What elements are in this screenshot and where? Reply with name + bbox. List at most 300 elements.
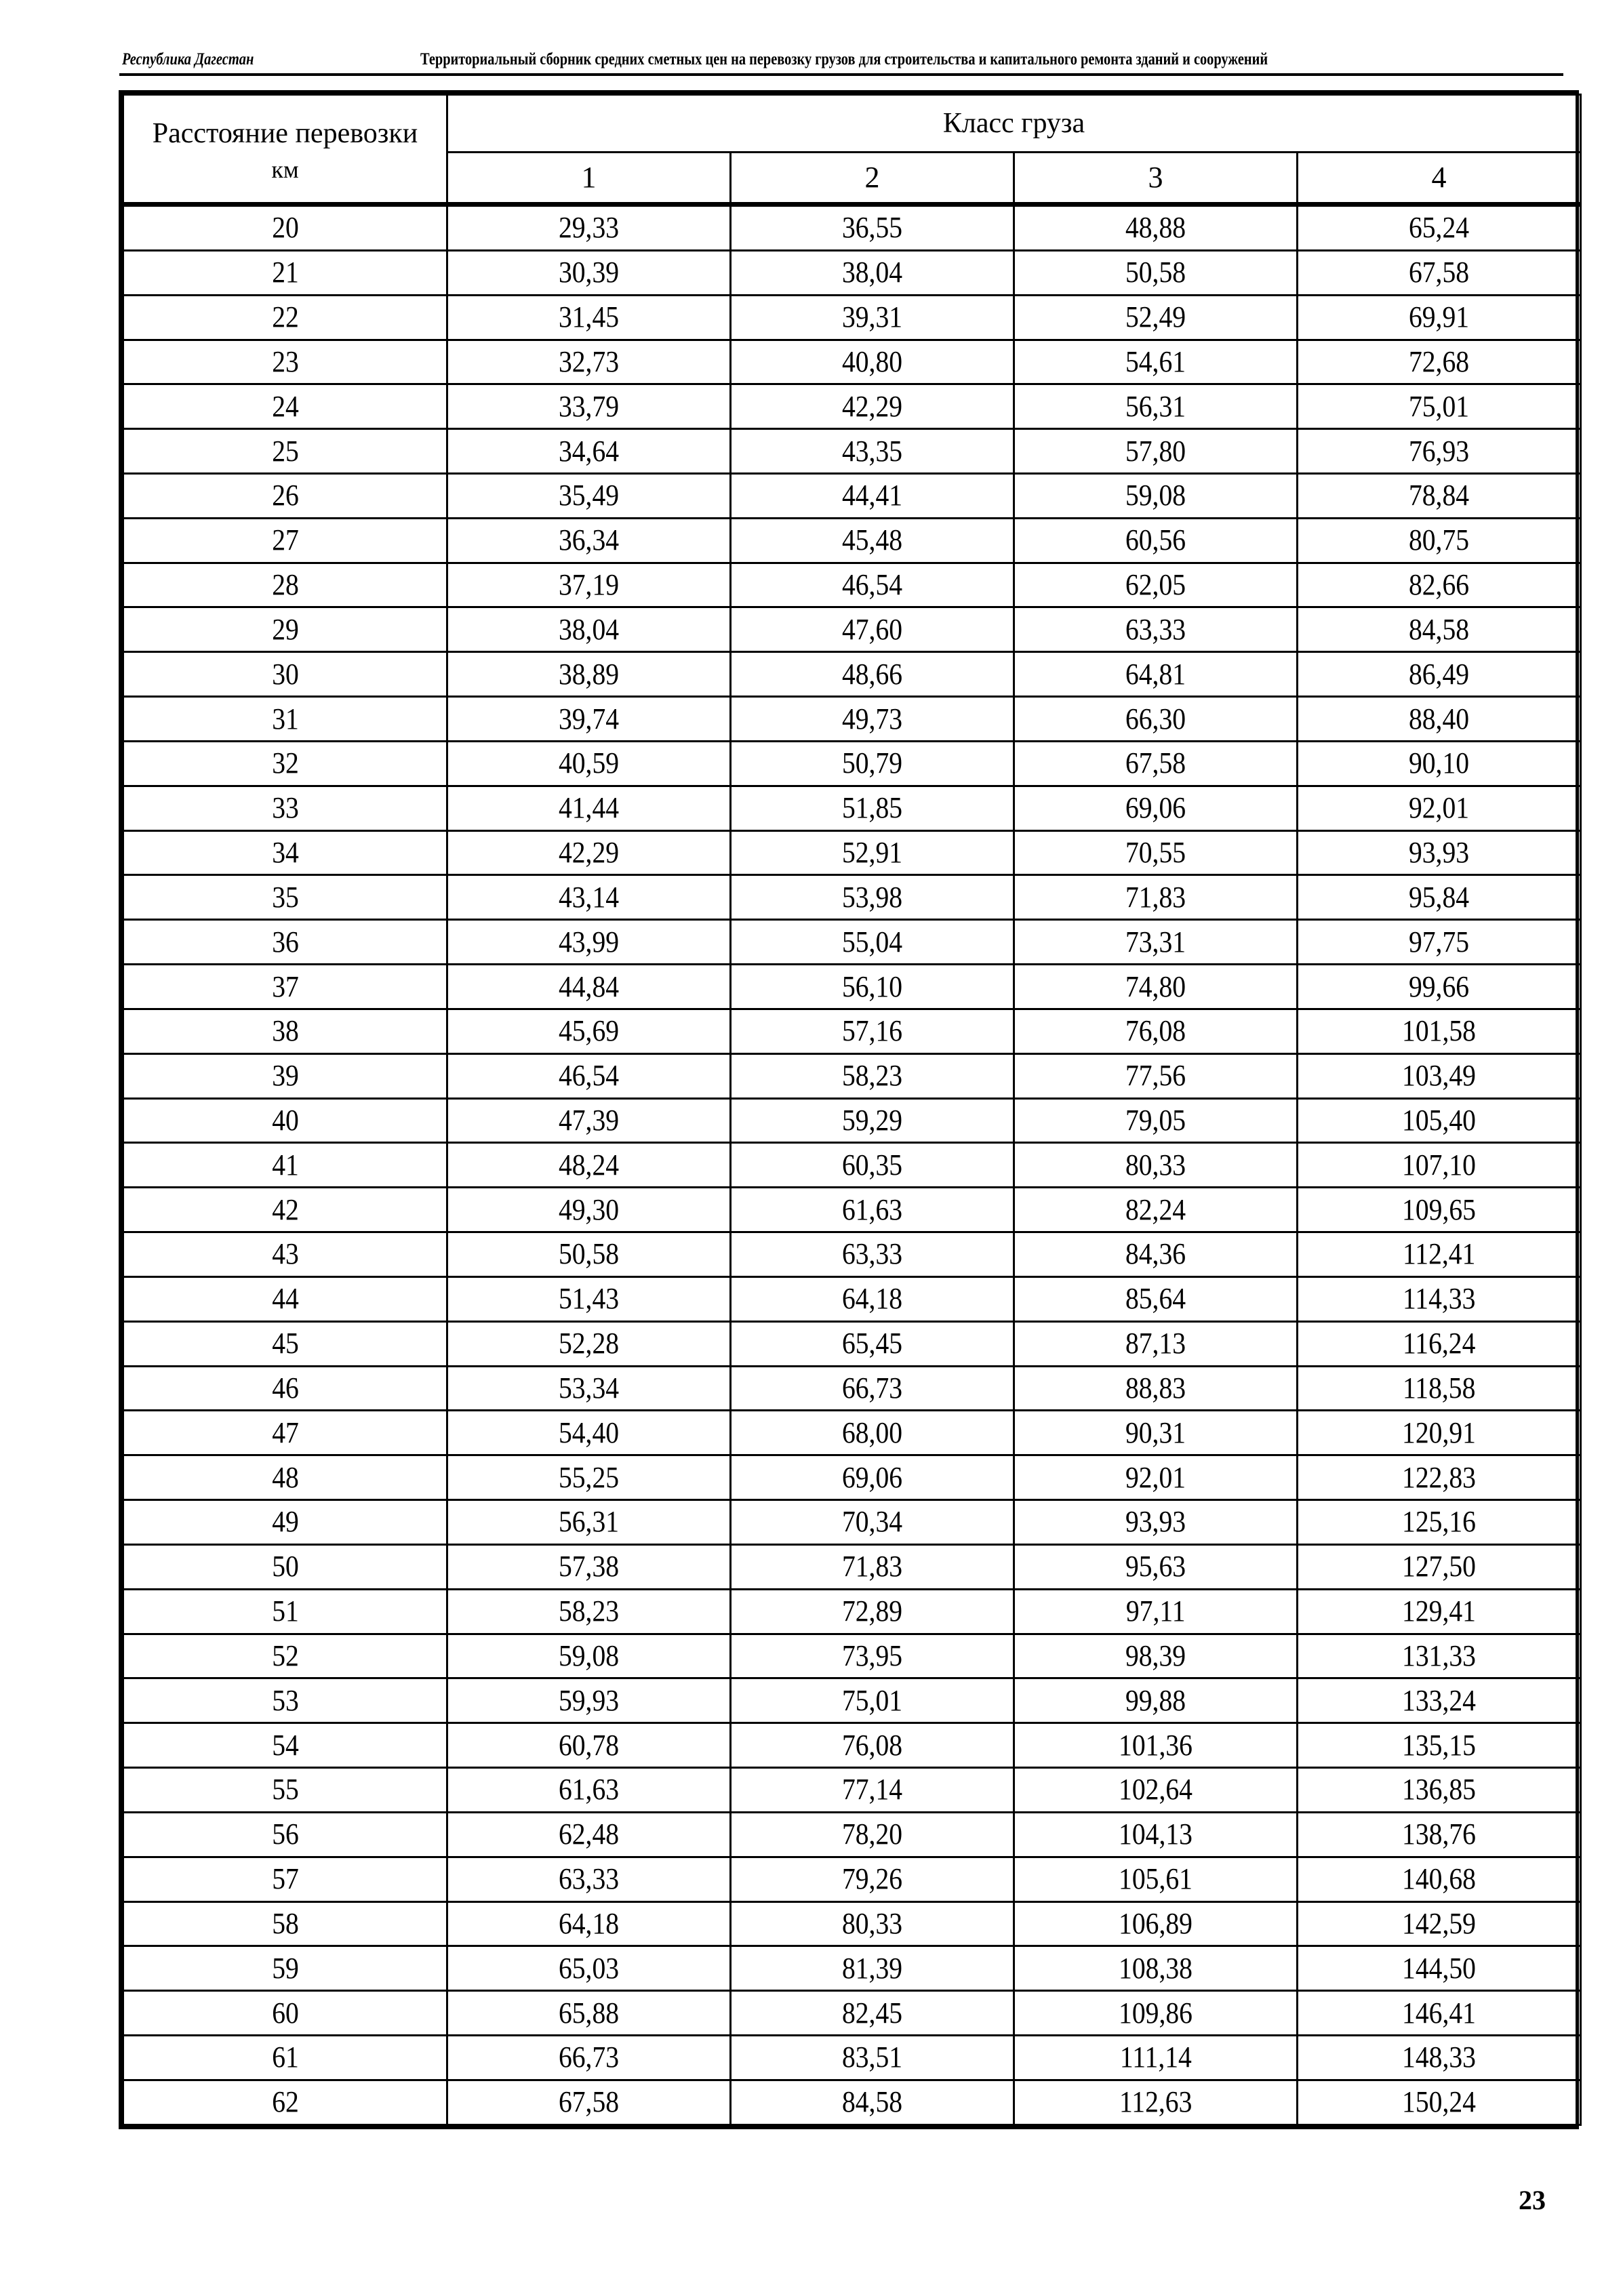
price-value: 50,79 <box>841 746 903 780</box>
price-cell <box>1298 1009 1581 1053</box>
table-row <box>123 474 1581 519</box>
price-cell <box>731 1634 1014 1678</box>
price-cell <box>731 1991 1014 2036</box>
price-cell <box>1014 1991 1298 2036</box>
price-cell <box>1298 1901 1581 1946</box>
price-cell <box>447 1723 731 1768</box>
price-cell <box>731 1366 1014 1411</box>
price-value: 29,33 <box>558 211 620 245</box>
price-cell <box>1014 295 1298 340</box>
price-value: 52,49 <box>1125 300 1186 334</box>
price-value: 112,41 <box>1402 1237 1476 1271</box>
price-value: 101,36 <box>1119 1728 1193 1762</box>
price-cell <box>1298 1544 1581 1589</box>
price-cell <box>1014 830 1298 875</box>
price-value: 61,63 <box>558 1773 620 1807</box>
price-value: 127,50 <box>1402 1550 1476 1584</box>
price-cell <box>731 1946 1014 1991</box>
table-row <box>123 205 1581 251</box>
price-value: 62,48 <box>558 1817 620 1851</box>
price-value: 105,61 <box>1119 1862 1193 1896</box>
price-cell <box>1014 1143 1298 1188</box>
distance-cell <box>123 2035 447 2080</box>
distance-value: 56 <box>271 1817 299 1851</box>
distance-cell <box>123 1411 447 1455</box>
price-value: 43,14 <box>558 880 620 914</box>
price-cell <box>1298 2080 1581 2124</box>
price-value: 47,39 <box>558 1104 620 1137</box>
price-cell <box>447 1455 731 1500</box>
table-row <box>123 830 1581 875</box>
distance-value: 53 <box>271 1683 299 1717</box>
price-value: 44,84 <box>558 969 620 1003</box>
header-collection-title: Территориальный сборник средних сметных цен на перевозку грузов для строительства и капитального ремонта зданий и сооружений <box>420 50 1268 68</box>
distance-value: 23 <box>271 344 299 378</box>
price-value: 64,81 <box>1125 657 1186 691</box>
price-cell <box>731 340 1014 384</box>
price-cell <box>731 474 1014 519</box>
price-cell <box>1014 1812 1298 1857</box>
price-value: 81,39 <box>841 1951 903 1985</box>
price-value: 30,39 <box>558 256 620 289</box>
price-value: 150,24 <box>1402 2085 1476 2119</box>
distance-value: 62 <box>271 2085 299 2119</box>
distance-cell <box>123 1366 447 1411</box>
price-value: 142,59 <box>1402 1906 1476 1940</box>
distance-value: 39 <box>271 1059 299 1093</box>
price-value: 56,31 <box>1125 389 1186 423</box>
distance-value: 57 <box>271 1862 299 1896</box>
table-row <box>123 1500 1581 1545</box>
price-value: 69,06 <box>1125 791 1186 825</box>
page-header <box>119 47 1563 76</box>
distance-cell <box>123 1812 447 1857</box>
price-cell <box>1298 1098 1581 1143</box>
distance-cell <box>123 518 447 563</box>
price-cell <box>447 697 731 742</box>
price-cell <box>731 875 1014 920</box>
price-cell <box>447 1232 731 1277</box>
price-cell <box>731 1455 1014 1500</box>
price-cell <box>447 1053 731 1098</box>
price-value: 65,45 <box>841 1327 903 1361</box>
price-value: 47,60 <box>841 612 903 646</box>
price-cell <box>1298 741 1581 786</box>
price-value: 66,30 <box>1125 702 1186 736</box>
price-value: 138,76 <box>1402 1817 1476 1851</box>
price-value: 51,85 <box>841 791 903 825</box>
price-value: 36,55 <box>841 211 903 245</box>
price-value: 56,10 <box>841 969 903 1003</box>
price-cell <box>1014 2035 1298 2080</box>
price-cell <box>731 1544 1014 1589</box>
price-value: 112,63 <box>1119 2085 1193 2119</box>
price-value: 59,93 <box>558 1683 620 1717</box>
price-value: 45,69 <box>558 1014 620 1048</box>
price-value: 97,11 <box>1125 1594 1186 1628</box>
price-value: 104,13 <box>1119 1817 1193 1851</box>
price-cell <box>1014 786 1298 830</box>
price-cell <box>1298 250 1581 295</box>
price-cell <box>447 1143 731 1188</box>
price-value: 109,65 <box>1402 1192 1476 1226</box>
price-cell <box>731 1723 1014 1768</box>
price-cell <box>1298 340 1581 384</box>
distance-value: 20 <box>271 211 299 245</box>
price-cell <box>1014 1723 1298 1768</box>
price-value: 51,43 <box>558 1282 620 1316</box>
price-cell <box>1298 1455 1581 1500</box>
price-cell <box>731 2035 1014 2080</box>
price-value: 106,89 <box>1119 1906 1193 1940</box>
price-cell <box>447 920 731 965</box>
price-value: 34,64 <box>558 434 620 468</box>
price-cell <box>1298 1053 1581 1098</box>
table-row <box>123 1188 1581 1232</box>
price-value: 78,84 <box>1408 479 1470 512</box>
price-value: 82,45 <box>841 1996 903 2030</box>
price-value: 59,08 <box>1125 479 1186 512</box>
distance-value: 50 <box>271 1550 299 1584</box>
distance-value: 48 <box>271 1460 299 1494</box>
price-cell <box>1298 1812 1581 1857</box>
price-value: 86,49 <box>1408 657 1470 691</box>
price-cell <box>1014 2080 1298 2124</box>
price-cell <box>447 2080 731 2124</box>
distance-cell <box>123 920 447 965</box>
price-value: 88,83 <box>1125 1371 1186 1405</box>
price-cell <box>447 1098 731 1143</box>
price-cell <box>1014 652 1298 697</box>
price-value: 48,88 <box>1125 211 1186 245</box>
table-row <box>123 1053 1581 1098</box>
table-row <box>123 563 1581 607</box>
price-value: 42,29 <box>841 389 903 423</box>
price-cell <box>1298 518 1581 563</box>
price-cell <box>731 1589 1014 1634</box>
price-cell <box>1298 1634 1581 1678</box>
price-cell <box>731 1276 1014 1321</box>
distance-value: 55 <box>271 1773 299 1807</box>
price-value: 72,89 <box>841 1594 903 1628</box>
distance-cell <box>123 1188 447 1232</box>
price-value: 45,48 <box>841 523 903 557</box>
table-row <box>123 1232 1581 1277</box>
distance-cell <box>123 1678 447 1723</box>
price-cell <box>447 830 731 875</box>
price-cell <box>1014 1232 1298 1277</box>
price-cell <box>447 340 731 384</box>
price-value: 59,08 <box>558 1638 620 1672</box>
distance-value: 47 <box>271 1415 299 1449</box>
distance-cell <box>123 830 447 875</box>
price-cell <box>1014 1053 1298 1098</box>
price-value: 53,98 <box>841 880 903 914</box>
table-row <box>123 250 1581 295</box>
distance-value: 25 <box>271 434 299 468</box>
table-row <box>123 340 1581 384</box>
price-cell <box>1014 1276 1298 1321</box>
distance-cell <box>123 965 447 1009</box>
price-cell <box>1014 1500 1298 1545</box>
price-cell <box>1014 1009 1298 1053</box>
price-cell <box>731 652 1014 697</box>
table-row <box>123 875 1581 920</box>
distance-value: 31 <box>271 702 299 736</box>
price-value: 60,56 <box>1125 523 1186 557</box>
price-cell <box>731 1678 1014 1723</box>
distance-cell <box>123 1053 447 1098</box>
price-cell <box>1298 563 1581 607</box>
price-cell <box>1298 1366 1581 1411</box>
price-value: 67,58 <box>1408 256 1470 289</box>
price-value: 84,58 <box>841 2085 903 2119</box>
price-value: 66,73 <box>558 2040 620 2074</box>
price-cell <box>1298 1678 1581 1723</box>
price-value: 84,36 <box>1125 1237 1186 1271</box>
price-value: 63,33 <box>1125 612 1186 646</box>
price-cell <box>731 1053 1014 1098</box>
table-row <box>123 1143 1581 1188</box>
price-value: 37,19 <box>558 568 620 602</box>
price-cell <box>1298 1232 1581 1277</box>
distance-value: 41 <box>271 1148 299 1182</box>
price-cell <box>1298 295 1581 340</box>
price-cell <box>447 1366 731 1411</box>
price-value: 39,74 <box>558 702 620 736</box>
price-cell <box>731 830 1014 875</box>
table-row <box>123 1589 1581 1634</box>
price-cell <box>1014 340 1298 384</box>
price-value: 82,66 <box>1408 568 1470 602</box>
distance-cell <box>123 1901 447 1946</box>
distance-cell <box>123 563 447 607</box>
distance-value: 21 <box>271 256 299 289</box>
price-cell <box>1298 429 1581 474</box>
distance-cell <box>123 1768 447 1813</box>
price-cell <box>447 1857 731 1901</box>
price-cell <box>1014 920 1298 965</box>
price-value: 93,93 <box>1408 836 1470 870</box>
distance-value: 30 <box>271 657 299 691</box>
price-cell <box>1014 1455 1298 1500</box>
price-value: 66,73 <box>841 1371 903 1405</box>
class-column-header: 2 <box>731 153 1014 205</box>
price-value: 82,24 <box>1125 1192 1186 1226</box>
price-cell <box>731 1857 1014 1901</box>
distance-value: 59 <box>271 1951 299 1985</box>
price-cell <box>1014 1946 1298 1991</box>
distance-value: 26 <box>271 479 299 512</box>
table-row <box>123 607 1581 652</box>
price-cell <box>731 384 1014 429</box>
price-value: 39,31 <box>841 300 903 334</box>
price-value: 46,54 <box>558 1059 620 1093</box>
price-cell <box>1014 1411 1298 1455</box>
price-cell <box>1014 1366 1298 1411</box>
price-value: 50,58 <box>558 1237 620 1271</box>
price-value: 60,35 <box>841 1148 903 1182</box>
price-value: 46,54 <box>841 568 903 602</box>
price-cell <box>1014 1188 1298 1232</box>
table-row <box>123 1411 1581 1455</box>
price-cell <box>1014 474 1298 519</box>
class-column-header: 4 <box>1298 153 1581 205</box>
price-cell <box>731 697 1014 742</box>
price-value: 54,40 <box>558 1415 620 1449</box>
price-value: 84,58 <box>1408 612 1470 646</box>
price-value: 92,01 <box>1408 791 1470 825</box>
price-cell <box>447 1991 731 2036</box>
price-cell <box>1298 1188 1581 1232</box>
price-cell <box>1298 1321 1581 1366</box>
distance-cell <box>123 205 447 251</box>
price-cell <box>731 1188 1014 1232</box>
price-value: 133,24 <box>1402 1683 1476 1717</box>
price-cell <box>731 607 1014 652</box>
distance-value: 37 <box>271 969 299 1003</box>
price-value: 99,66 <box>1408 969 1470 1003</box>
price-value: 129,41 <box>1402 1594 1476 1628</box>
price-value: 49,73 <box>841 702 903 736</box>
distance-cell <box>123 474 447 519</box>
price-value: 35,49 <box>558 479 620 512</box>
price-cell <box>447 1188 731 1232</box>
price-cell <box>731 205 1014 251</box>
price-value: 79,26 <box>841 1862 903 1896</box>
price-cell <box>1298 830 1581 875</box>
price-value: 61,63 <box>841 1192 903 1226</box>
distance-cell <box>123 429 447 474</box>
price-value: 63,33 <box>841 1237 903 1271</box>
price-cell <box>447 1321 731 1366</box>
distance-cell <box>123 697 447 742</box>
price-cell <box>1014 965 1298 1009</box>
distance-value: 28 <box>271 568 299 602</box>
price-value: 99,88 <box>1125 1683 1186 1717</box>
distance-cell <box>123 652 447 697</box>
price-value: 98,39 <box>1125 1638 1186 1672</box>
price-cell <box>731 1411 1014 1455</box>
price-cell <box>1298 697 1581 742</box>
distance-value: 60 <box>271 1996 299 2030</box>
table-row <box>123 1366 1581 1411</box>
price-cell <box>447 741 731 786</box>
price-cell <box>1298 965 1581 1009</box>
price-cell <box>731 786 1014 830</box>
price-value: 71,83 <box>1125 880 1186 914</box>
price-cell <box>1014 205 1298 251</box>
price-cell <box>1298 920 1581 965</box>
distance-header-cell <box>123 95 447 205</box>
price-cell <box>731 295 1014 340</box>
page-number: 23 <box>1519 2185 1546 2215</box>
price-value: 44,41 <box>841 479 903 512</box>
price-value: 148,33 <box>1402 2040 1476 2074</box>
distance-cell <box>123 1455 447 1500</box>
price-cell <box>447 1500 731 1545</box>
table-row <box>123 1634 1581 1678</box>
price-value: 122,83 <box>1402 1460 1476 1494</box>
price-cell <box>1014 1634 1298 1678</box>
price-cell <box>447 652 731 697</box>
price-cell <box>731 250 1014 295</box>
distance-cell <box>123 1500 447 1545</box>
table-row <box>123 1276 1581 1321</box>
distance-value: 61 <box>271 2040 299 2074</box>
price-value: 80,75 <box>1408 523 1470 557</box>
price-value: 116,24 <box>1402 1327 1476 1361</box>
distance-cell <box>123 786 447 830</box>
price-cell <box>447 295 731 340</box>
price-cell <box>447 1768 731 1813</box>
distance-value: 38 <box>271 1014 299 1048</box>
price-value: 40,80 <box>841 344 903 378</box>
price-cell <box>1014 697 1298 742</box>
distance-cell <box>123 1009 447 1053</box>
price-value: 71,83 <box>841 1550 903 1584</box>
price-cell <box>447 518 731 563</box>
table-row <box>123 1455 1581 1500</box>
price-value: 135,15 <box>1402 1728 1476 1762</box>
table-row <box>123 1812 1581 1857</box>
table-row <box>123 384 1581 429</box>
price-value: 87,13 <box>1125 1327 1186 1361</box>
price-cell <box>1014 1544 1298 1589</box>
price-value: 90,31 <box>1125 1415 1186 1449</box>
distance-value: 24 <box>271 389 299 423</box>
distance-cell <box>123 1634 447 1678</box>
price-cell <box>731 1321 1014 1366</box>
price-value: 95,84 <box>1408 880 1470 914</box>
price-value: 76,08 <box>1125 1014 1186 1048</box>
price-cell <box>1298 1500 1581 1545</box>
price-value: 80,33 <box>841 1906 903 1940</box>
price-cell <box>447 1946 731 1991</box>
distance-cell <box>123 741 447 786</box>
price-cell <box>1014 1857 1298 1901</box>
table-row <box>123 1723 1581 1768</box>
price-cell <box>447 786 731 830</box>
price-value: 77,14 <box>841 1773 903 1807</box>
price-value: 59,29 <box>841 1104 903 1137</box>
price-value: 93,93 <box>1125 1505 1186 1539</box>
distance-cell <box>123 1232 447 1277</box>
price-value: 109,86 <box>1119 1996 1193 2030</box>
price-value: 90,10 <box>1408 746 1470 780</box>
price-cell <box>447 250 731 295</box>
table-row <box>123 1857 1581 1901</box>
distance-value: 58 <box>271 1906 299 1940</box>
price-cell <box>447 607 731 652</box>
price-cell <box>731 1098 1014 1143</box>
distance-header: Расстояние перевозки <box>152 118 418 149</box>
price-cell <box>731 965 1014 1009</box>
price-value: 40,59 <box>558 746 620 780</box>
price-value: 58,23 <box>841 1059 903 1093</box>
distance-value: 40 <box>271 1104 299 1137</box>
price-value: 92,01 <box>1125 1460 1186 1494</box>
class-column-header: 3 <box>1014 153 1298 205</box>
price-value: 43,35 <box>841 434 903 468</box>
price-cell <box>1298 652 1581 697</box>
price-cell <box>1298 1589 1581 1634</box>
price-value: 65,24 <box>1408 211 1470 245</box>
price-cell <box>447 474 731 519</box>
table-row <box>123 1991 1581 2036</box>
distance-cell <box>123 1991 447 2036</box>
distance-cell <box>123 2080 447 2124</box>
